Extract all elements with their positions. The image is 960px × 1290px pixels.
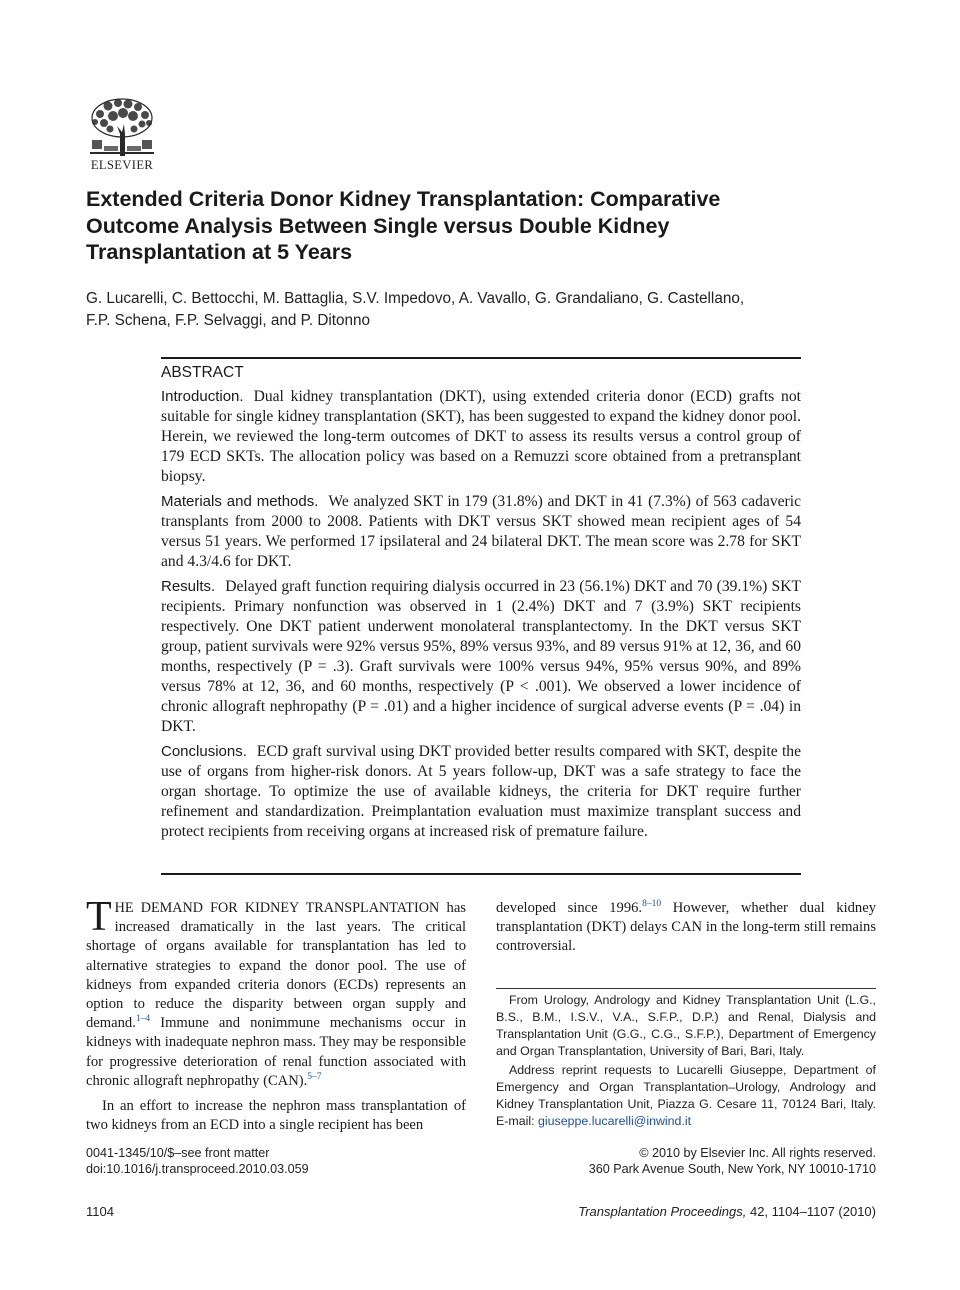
copyright-line: © 2010 by Elsevier Inc. All rights reserved. (639, 1146, 876, 1160)
abstract-label: Materials and methods. (161, 493, 319, 510)
affiliation-text: From Urology, Andrology and Kidney Transplantation Unit (L.G., B.S., B.M., I.S.V., V.A., S.F.P., D.P.) and Renal, Dialysis and Transplantation Unit (G.G., C.G., S.F.P.), Department of Emergency and Organ Transplantation, University of Bari, Bari, Italy. (496, 993, 876, 1058)
abstract-top-rule (161, 357, 801, 359)
journal-volume-pages: 42, 1104–1107 (2010) (746, 1204, 876, 1219)
issn-doi-block (86, 1145, 309, 1177)
drop-cap: T (86, 894, 112, 940)
journal-name: Transplantation Proceedings, (578, 1204, 747, 1219)
body-paragraph (86, 894, 466, 1091)
abstract-text: Dual kidney transplantation (DKT), using extended criteria donor (ECD) grafts not suitable for single kidney transplantation (SKT), has been suggested to expand the kidney donor pool. Herein, we reviewed the long-term outcomes of DKT to assess its results versus a control group of 179 ECD SKTs. The allocation policy was based on a Remuzzi score obtained from a pretransplant biopsy. (161, 388, 801, 485)
abstract-heading: ABSTRACT (161, 364, 244, 381)
body-text: However, whether dual kidney transplantation (DKT) delays CAN in the long-term still remains controversial. (496, 900, 876, 955)
abstract-label: Conclusions. (161, 743, 247, 760)
article-title: Extended Criteria Donor Kidney Transplantation: Comparative Outcome Analysis Between Single versus Double Kidney Transplantation at 5 Years (86, 187, 721, 264)
abstract-text: ECD graft survival using DKT provided better results compared with SKT, despite the use of organs from higher-risk donors. At 5 years follow-up, DKT was a safe strategy to face the organ shortage. To optimize the use of available kidneys, the criteria for DKT require further refinement and standardization. Preimplantation evaluation must maximize transplant success and protect recipients from receiving organs at increased risk of premature failure. (161, 743, 801, 840)
affiliation-footnote (496, 992, 876, 1130)
issn-line: 0041-1345/10/$–see front matter (86, 1146, 270, 1160)
author-line-2: F.P. Schena, F.P. Selvaggi, and P. Ditonno (86, 312, 371, 329)
author-list (86, 288, 876, 332)
abstract-text: Delayed graft function requiring dialysis occurred in 23 (56.1%) DKT and 70 (39.1%) SKT recipients. Primary nonfunction was observed in 1 (2.4%) DKT and 7 (3.9%) SKT recipients respectively. One DKT patient underwent monolateral transplantectomy. In the DKT versus SKT group, patient survivals were 92% versus 95%, 89% versus 93%, and 89 versus 91% at 12, 36, and 60 months, respectively (P = .3). Graft survivals were 100% versus 94%, 95% versus 90%, and 89% versus 78% at 12, 36, and 60 months, respectively (P < .001). We observed a lower incidence of chronic allograft nephropathy (P = .01) and a higher incidence of surgical adverse events (P = .04) in DKT. (161, 578, 801, 735)
abstract-introduction (161, 387, 801, 487)
abstract-bottom-rule (161, 873, 801, 875)
reprint-text (496, 1062, 876, 1130)
abstract-results (161, 577, 801, 737)
body-text: developed since 1996. (496, 900, 643, 916)
body-column-left (86, 894, 466, 1135)
abstract-box (161, 362, 801, 842)
body-text: has increased dramatically in the last years. The critical shortage of organs available for transplantation has led to alternative strategies to expand the donor pool. The use of kidneys from expanded criteria donors (ECDs) represents an option to reduce the disparity between organ supply and demand. (86, 900, 466, 1032)
abstract-text: We analyzed SKT in 179 (31.8%) and DKT in 41 (7.3%) of 563 cadaveric transplants from 2000 to 2008. Patients with DKT versus SKT showed mean recipient ages of 54 versus 51 years. We performed 17 ipsilateral and 24 bilateral DKT. The mean score was 2.78 for SKT and 4.3/4.6 for DKT. (161, 493, 801, 570)
citation-link[interactable]: 5–7 (307, 1071, 322, 1082)
journal-citation (578, 1204, 876, 1219)
body-paragraph (496, 899, 876, 957)
reprint-address: Address reprint requests to Lucarelli Giuseppe, Department of Emergency and Organ Transplantation–Urology, Andrology and Kidney Transplantation Unit, Piazza G. Cesare 11, 70124 Bari, Italy. E-mail: (496, 1063, 876, 1128)
body-column-right (496, 899, 876, 957)
body-text: Immune and nonimmune mechanisms occur in kidneys with inadequate nephron mass. They may be responsible for progressive deterioration of renal function associated with chronic allograft nephropathy (CAN). (86, 1015, 466, 1089)
elsevier-logo (86, 96, 158, 174)
email-link[interactable]: giuseppe.lucarelli@inwind.it (538, 1114, 692, 1128)
abstract-label: Introduction. (161, 388, 244, 405)
abstract-conclusions (161, 742, 801, 842)
body-paragraph: In an effort to increase the nephron mass transplantation of two kidneys from an ECD into a single recipient has been (86, 1098, 466, 1134)
doi-line[interactable]: doi:10.1016/j.transproceed.2010.03.059 (86, 1162, 309, 1176)
citation-link[interactable]: 8–10 (642, 899, 662, 909)
page-number: 1104 (86, 1204, 114, 1219)
abstract-label: Results. (161, 578, 216, 595)
publisher-address: 360 Park Avenue South, New York, NY 10010-1710 (588, 1162, 876, 1176)
citation-link[interactable]: 1–4 (135, 1014, 151, 1025)
footnote-rule (496, 988, 876, 989)
copyright-block (589, 1145, 876, 1177)
abstract-methods (161, 492, 801, 572)
lead-in-caps: HE DEMAND FOR KIDNEY TRANSPLANTATION (114, 900, 440, 916)
author-line-1: G. Lucarelli, C. Bettocchi, M. Battaglia, S.V. Impedovo, A. Vavallo, G. Grandaliano, G. Castellano, (86, 290, 745, 307)
elsevier-wordmark: ELSEVIER (90, 158, 154, 172)
tree-logo-icon (86, 96, 158, 158)
